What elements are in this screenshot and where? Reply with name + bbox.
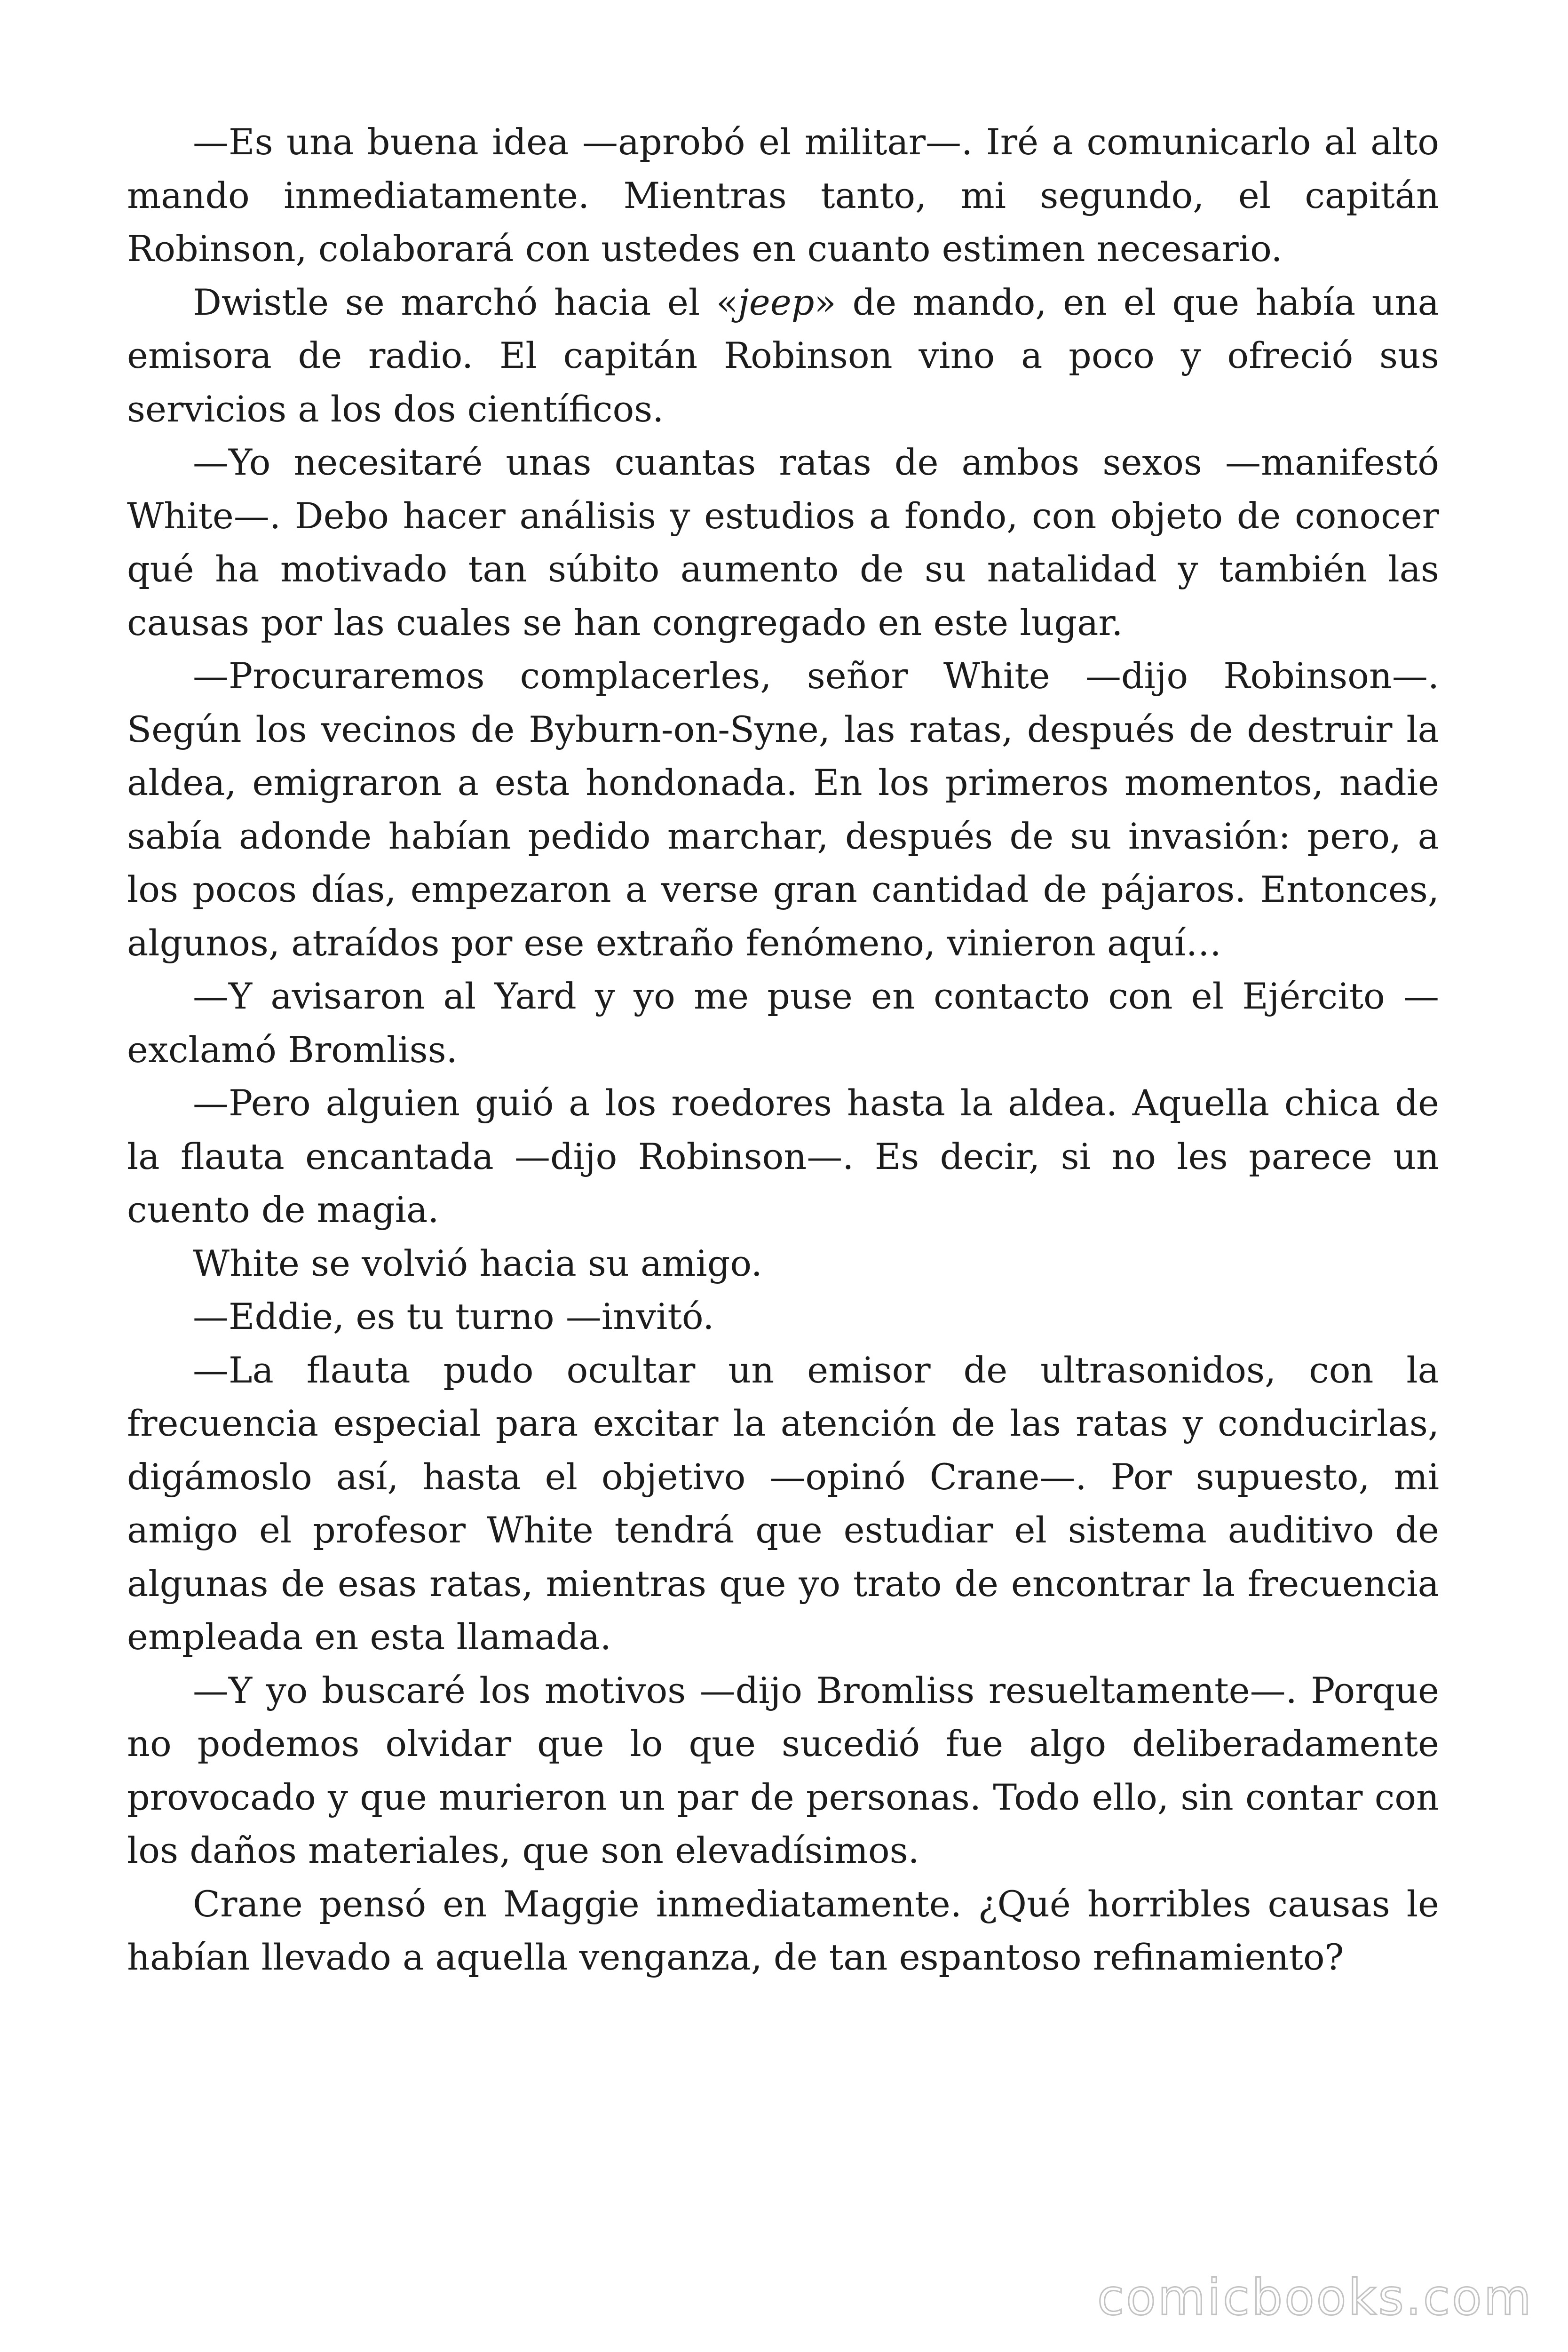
- paragraph-8: —Eddie, es tu turno —invitó.: [193, 1295, 714, 1337]
- paragraph-4: —Procuraremos complacerles, señor White —dijo Robinson—. Según los vecinos de Byburn-on-Syne, las ratas, después de destruir la aldea, emigraron a esta hondonada. En los primeros momentos, nadie sabía adonde habían pedido marchar, después de su invasión: pero, a los pocos días, empezaron a verse gran cantidad de pájaros. Entonces, algunos, atraídos por ese extraño fenómeno, vinieron aquí…: [127, 655, 1439, 964]
- paragraph-2-text-end: » de mando, en el que había una emisora de radio. El capitán Robinson vino a poco y ofreció sus servicios a los dos científicos.: [127, 281, 1439, 430]
- paragraph-11: Crane pensó en Maggie inmediatamente. ¿Qué horribles causas le habían llevado a aquella venganza, de tan espantoso refinamiento?: [127, 1883, 1439, 1978]
- book-page-text: [127, 115, 1439, 1984]
- paragraph-7: White se volvió hacia su amigo.: [193, 1242, 762, 1284]
- paragraph-6: —Pero alguien guió a los roedores hasta la aldea. Aquella chica de la flauta encantada —dijo Robinson—. Es decir, si no les parece un cuento de magia.: [127, 1082, 1439, 1231]
- paragraph-2-text-start: Dwistle se marchó hacia el «: [193, 281, 738, 323]
- paragraph-9: —La flauta pudo ocultar un emisor de ultrasonidos, con la frecuencia especial para excitar la atención de las ratas y conducirlas, digámoslo así, hasta el objetivo —opinó Crane—. Por supuesto, mi amigo el profesor White tendrá que estudiar el sistema auditivo de algunas de esas ratas, mientras que yo trato de encontrar la frecuencia empleada en esta llamada.: [127, 1349, 1439, 1658]
- paragraph-1: —Es una buena idea —aprobó el militar—. Iré a comunicarlo al alto mando inmediatamente. Mientras tanto, mi segundo, el capitán Robinson, colaborará con ustedes en cuanto estimen necesario.: [127, 121, 1439, 270]
- italic-word-jeep: jeep: [738, 281, 815, 323]
- paragraph-5: —Y avisaron al Yard y yo me puse en contacto con el Ejército —exclamó Bromliss.: [127, 975, 1439, 1071]
- paragraph-3: —Yo necesitaré unas cuantas ratas de ambos sexos —manifestó White—. Debo hacer análisis y estudios a fondo, con objeto de conocer qué ha motivado tan súbito aumento de su natalidad y también las causas por las cuales se han congregado en este lugar.: [127, 441, 1439, 644]
- paragraph-2: [127, 276, 1439, 436]
- paragraph-10: —Y yo buscaré los motivos —dijo Bromliss resueltamente—. Porque no podemos olvidar que lo que sucedió fue algo deliberadamente provocado y que murieron un par de personas. Todo ello, sin contar con los daños materiales, que son elevadísimos.: [127, 1669, 1439, 1871]
- watermark-logo: comicbooks.com: [1097, 2269, 1533, 2326]
